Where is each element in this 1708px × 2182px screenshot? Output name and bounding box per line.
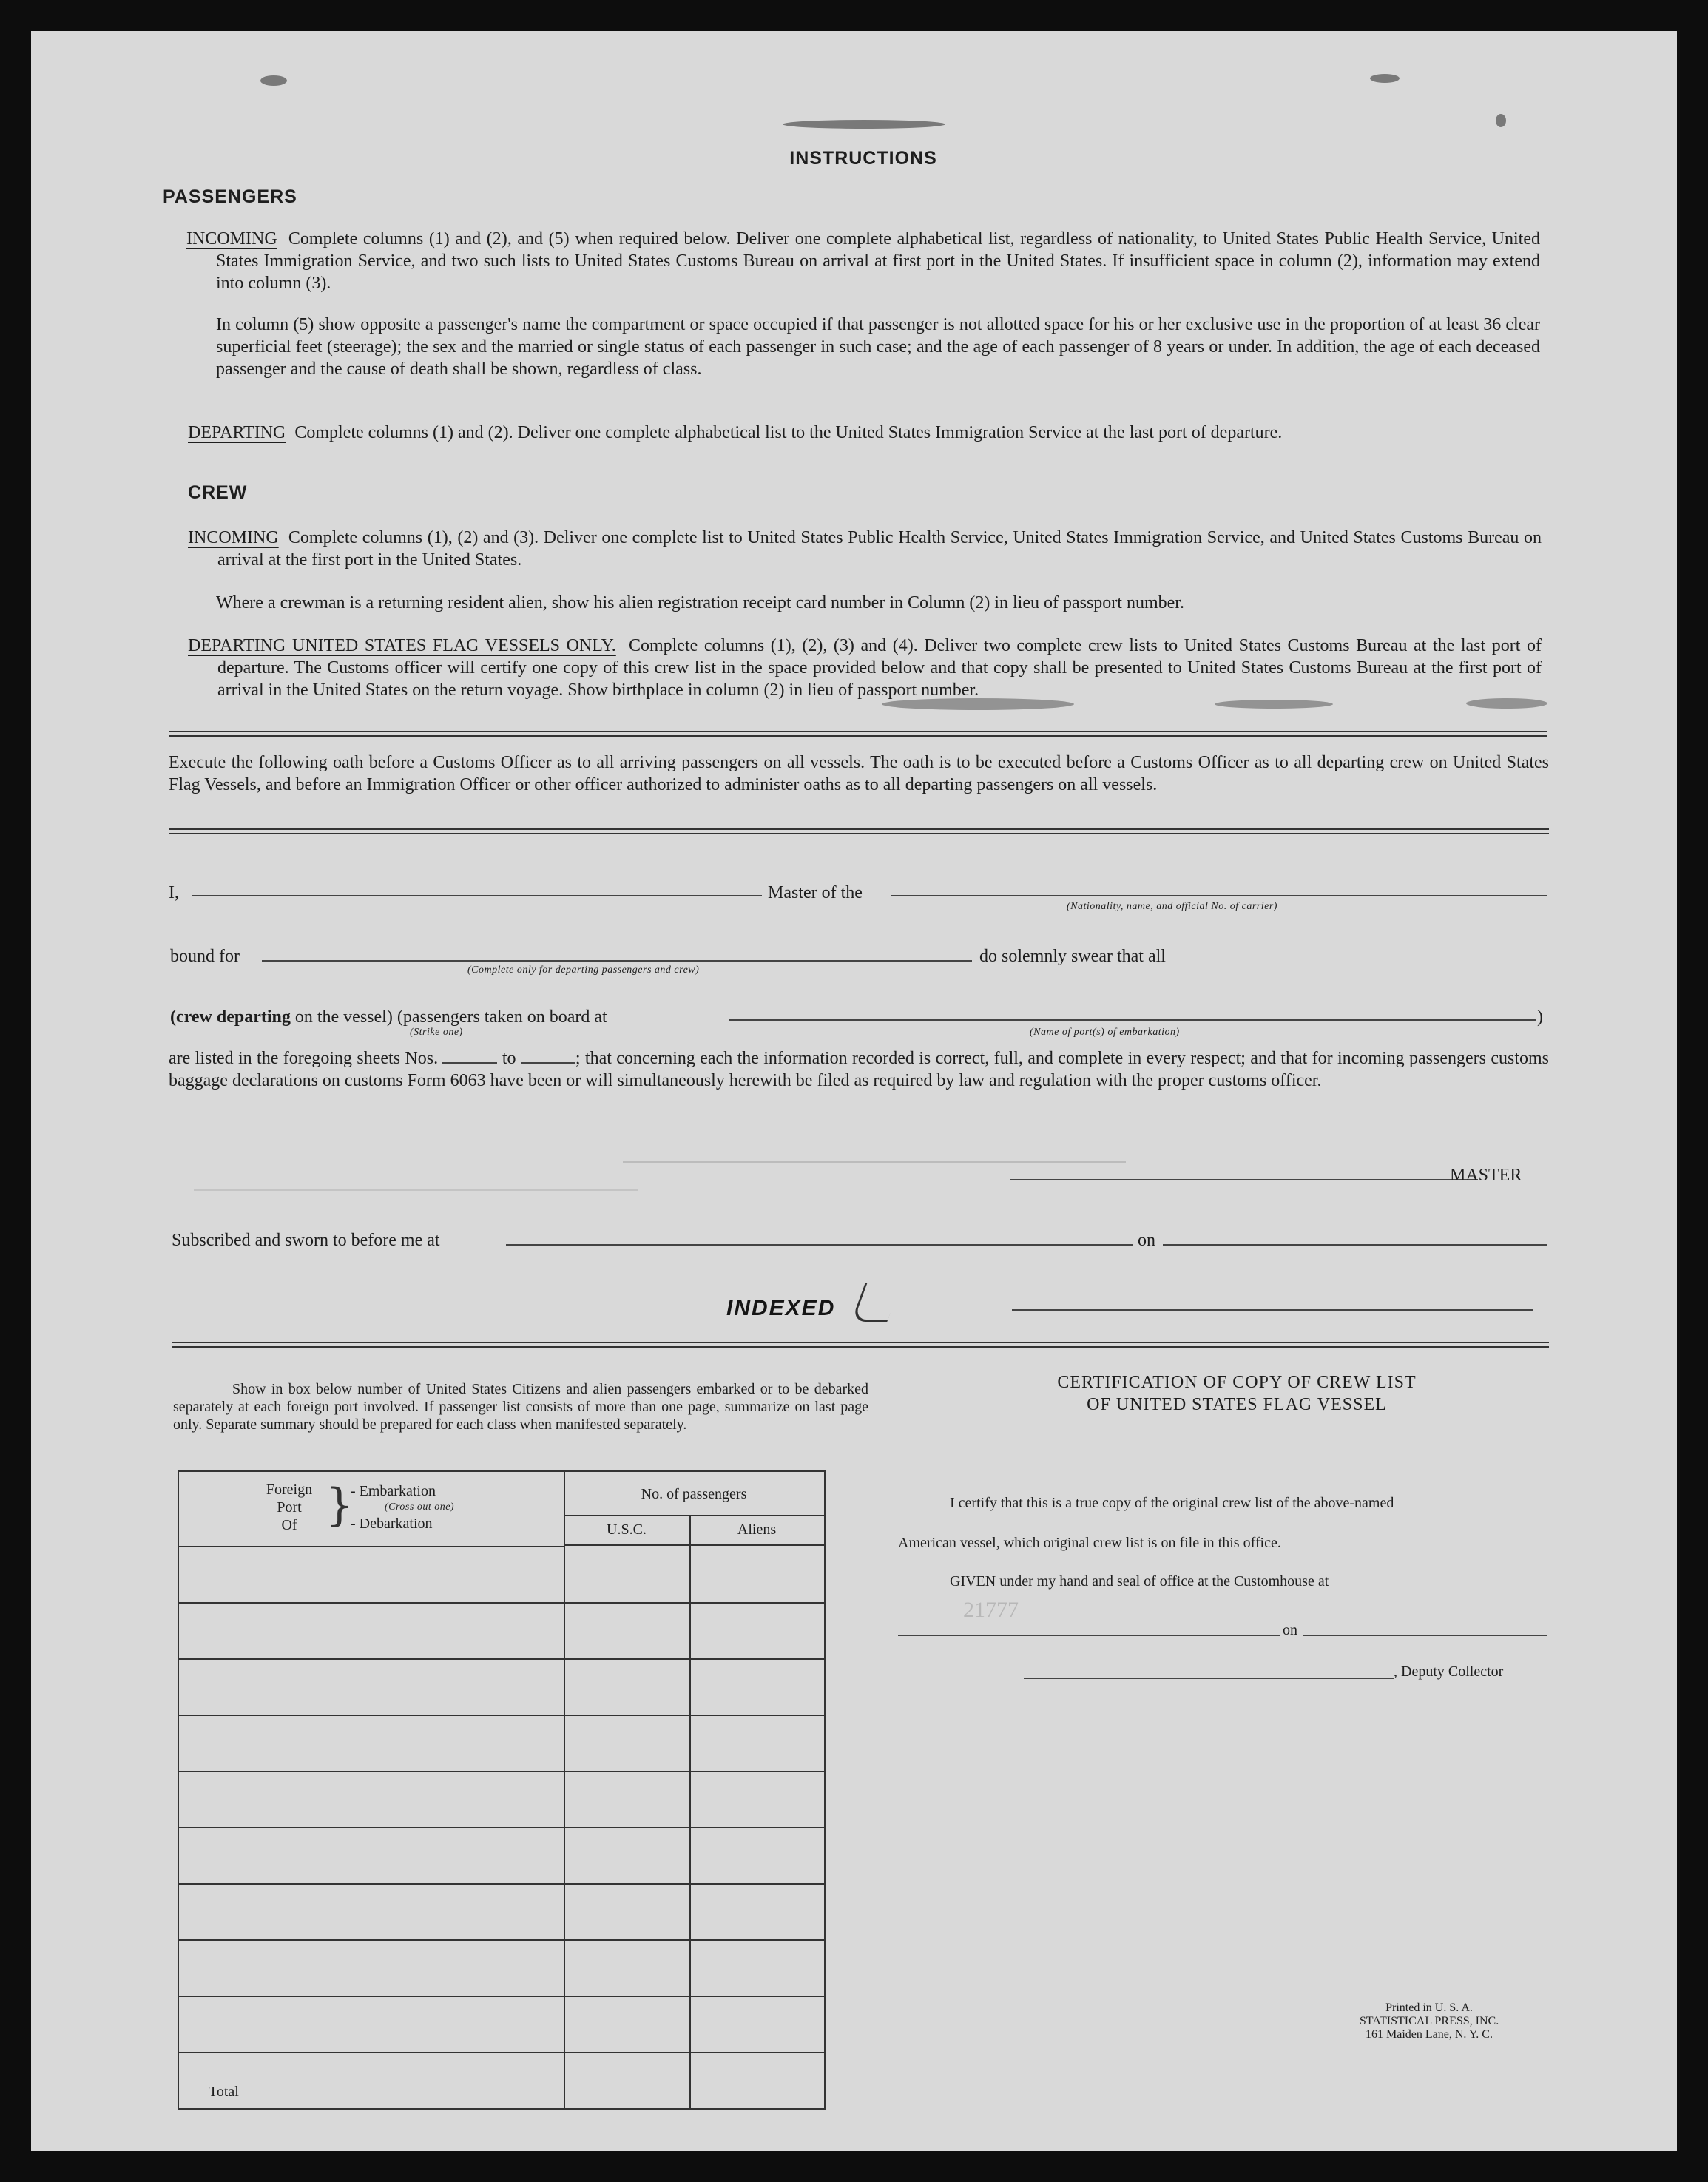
passengers-taken: (passengers taken on board at — [396, 1007, 607, 1027]
incoming-label: INCOMING — [186, 229, 277, 249]
summary-instructions: Show in box below number of United States Citizens and alien passengers embarked or to be debarked separately at each foreign port involved. If passenger list consists of more than one page, summarize on last page only. Separate summary should be prepared for each class when manifested separately. — [173, 1381, 868, 1433]
crew-incoming-text: Complete columns (1), (2) and (3). Deliver one complete list to United States Public Health Service, United States Immigration Service, and United States Customs Bureau on arrival at the first port in the United States. — [217, 528, 1542, 570]
total-label: Total — [209, 2084, 239, 2100]
crew-departing-bold: (crew departing — [170, 1007, 291, 1027]
close-paren: ) — [1537, 1007, 1543, 1027]
certify-line-2: American vessel, which original crew list is on file in this office. — [898, 1535, 1281, 1551]
table-row-line — [179, 1602, 824, 1604]
ink-smudge — [1496, 114, 1506, 127]
crew-passenger-line — [170, 1006, 607, 1028]
oath-intro: Execute the following oath before a Customs Officer as to all arriving passengers on all vessels. The oath is to be executed before a Customs Officer as to all departing crew on United States Flag Vessels, and before an Immigration Officer or other officer authorized to administer oaths as to all departing passengers on all vessels. — [169, 753, 1549, 794]
embarkation-port-field[interactable] — [729, 1019, 1536, 1021]
sworn-on-label: on — [1138, 1231, 1155, 1250]
master-label: MASTER — [1450, 1166, 1522, 1185]
officer-signature-field[interactable] — [1012, 1309, 1533, 1311]
bound-for-caption: (Complete only for departing passengers and crew) — [467, 965, 700, 976]
passengers-incoming-paragraph — [186, 228, 1540, 294]
bleed-through-marks — [623, 1161, 1126, 1163]
printer-line-2: STATISTICAL PRESS, INC. — [1359, 2015, 1499, 2027]
certify-line-1: I certify that this is a true copy of the original crew list of the above-named — [950, 1495, 1394, 1511]
initials-mark — [851, 1283, 901, 1322]
printer-line-1: Printed in U. S. A. — [1385, 2002, 1473, 2014]
table-row-line — [179, 1883, 824, 1885]
ink-smudge — [1370, 74, 1400, 83]
customhouse-field[interactable] — [898, 1635, 1280, 1636]
table-row-line — [179, 1771, 824, 1772]
instructions-title: INSTRUCTIONS — [789, 148, 937, 169]
section-divider — [169, 735, 1547, 737]
table-row-line — [179, 2052, 824, 2053]
table-row-line — [179, 1827, 824, 1828]
on-the-vessel: on the vessel) — [294, 1007, 393, 1027]
indexed-stamp: INDEXED — [726, 1296, 836, 1320]
departing-text: Complete columns (1) and (2). Deliver one complete alphabetical list to the United States Immigration Service at the last port of departure. — [294, 423, 1283, 442]
ink-smudge — [260, 75, 287, 86]
listed-prefix: are listed in the foregoing sheets Nos. — [169, 1049, 439, 1068]
port-label: Port — [277, 1499, 302, 1516]
crew-incoming-label: INCOMING — [188, 528, 279, 547]
sworn-date-field[interactable] — [1163, 1244, 1547, 1246]
certification-title-2: OF UNITED STATES FLAG VESSEL — [1087, 1395, 1387, 1414]
ink-smudge — [1466, 698, 1547, 709]
brace-icon: } — [325, 1479, 354, 1531]
certification-title-1: CERTIFICATION OF COPY OF CREW LIST — [1057, 1373, 1417, 1392]
port-caption: (Name of port(s) of embarkation) — [1030, 1027, 1180, 1038]
passengers-departing-paragraph — [188, 422, 1540, 444]
swear-text: do solemnly swear that all — [979, 947, 1166, 966]
table-row-line — [179, 1996, 824, 1997]
listed-suffix: ; that concerning each the information recorded is correct, full, and complete in every respect; and that for incoming passengers customs baggage declarations on customs Form 6063 have been or will simultaneously herewith be filed as required by law and regulation with the proper customs officer. — [169, 1049, 1550, 1090]
table-row-line — [179, 1939, 824, 1941]
table-row-line — [179, 1658, 824, 1660]
bleed-through-marks — [194, 1189, 638, 1191]
cross-out-caption: (Cross out one) — [385, 1502, 455, 1513]
section-divider — [172, 1346, 1549, 1348]
usc-label: U.S.C. — [607, 1521, 647, 1538]
column5-paragraph: In column (5) show opposite a passenger's name the compartment or space occupied if that passenger is not allotted space for his or her exclusive use in the proportion of at least 36 clear superficial feet (steerage); the sex and the married or single status of each passenger in such case; and the age of each passenger of 8 years or under. In addition, the age of each deceased passenger and the cause of death shall be shown, regardless of class. — [216, 315, 1540, 379]
bound-for-field[interactable] — [262, 960, 972, 962]
form-page — [31, 31, 1677, 2151]
deputy-collector-label: , Deputy Collector — [1394, 1663, 1504, 1680]
sheet-to-field[interactable] — [521, 1047, 575, 1064]
crewman-paragraph: Where a crewman is a returning resident alien, show his alien registration receipt card number in Column (2) in lieu of passport number. — [216, 593, 1184, 612]
cert-on-label: on — [1283, 1622, 1297, 1638]
listed-paragraph — [169, 1047, 1549, 1092]
crew-departing-label: DEPARTING UNITED STATES FLAG VESSELS ONLY. — [188, 636, 616, 655]
carrier-field[interactable] — [891, 895, 1547, 896]
master-signature-field[interactable] — [1010, 1179, 1478, 1180]
master-of-the-label: Master of the — [768, 883, 863, 902]
printer-line-3: 161 Maiden Lane, N. Y. C. — [1366, 2028, 1493, 2041]
sheet-from-field[interactable] — [442, 1047, 497, 1064]
crew-incoming-paragraph — [188, 527, 1542, 571]
foreign-port-of-label — [256, 1481, 323, 1534]
section-divider — [169, 833, 1549, 834]
table-row-line — [179, 1715, 824, 1716]
ink-smudge — [1215, 700, 1333, 709]
passenger-summary-table — [178, 1470, 826, 2110]
oath-i-label: I, — [169, 883, 179, 902]
foreign-label: Foreign — [266, 1482, 313, 1498]
subscribed-label: Subscribed and sworn to before me at — [172, 1231, 440, 1250]
ink-smudge — [882, 698, 1074, 710]
passengers-heading: PASSENGERS — [163, 186, 297, 207]
column-divider — [564, 1472, 565, 2108]
deputy-signature-field[interactable] — [1024, 1678, 1394, 1679]
column-divider — [689, 1515, 691, 2108]
section-divider — [172, 1342, 1549, 1343]
section-divider — [169, 731, 1547, 732]
strike-one-caption: (Strike one) — [410, 1027, 463, 1038]
bleed-through-number: 21777 — [963, 1598, 1019, 1622]
sworn-at-field[interactable] — [506, 1244, 1133, 1246]
carrier-caption: (Nationality, name, and official No. of carrier) — [1067, 901, 1277, 912]
incoming-text: Complete columns (1) and (2), and (5) when required below. Deliver one complete alphabetical list, regardless of nationality, to United States Public Health Service, United States Immigration Service, and two such lists to United States Customs Bureau on arrival at first port in the United States. If insufficient space in column (2), information may extend into column (3). — [216, 229, 1540, 293]
of-label: Of — [281, 1517, 297, 1533]
master-name-field[interactable] — [192, 895, 762, 896]
crew-departing-paragraph — [188, 635, 1542, 701]
debarkation-label: - Debarkation — [351, 1516, 433, 1532]
printer-imprint — [1318, 2002, 1540, 2041]
crew-departing-text: Complete columns (1), (2), (3) and (4). Deliver two complete crew lists to United States Customs Bureau at the last port of departure. The Customs officer will certify one copy of this crew list in the space provided below and that copy shall be presented to United States Customs Bureau at the first port of arrival in the United States on the return voyage. Show birthplace in column (2) in lieu of passport number. — [217, 636, 1542, 700]
embarkation-label: - Embarkation — [351, 1483, 436, 1499]
cert-date-field[interactable] — [1303, 1635, 1547, 1636]
no-of-passengers-label: No. of passengers — [641, 1486, 747, 1502]
ink-smudge — [783, 120, 945, 129]
departing-label: DEPARTING — [188, 423, 286, 442]
given-line: GIVEN under my hand and seal of office at the Customhouse at — [950, 1573, 1329, 1590]
aliens-label: Aliens — [737, 1521, 777, 1538]
section-divider — [169, 828, 1549, 830]
crew-heading: CREW — [188, 482, 248, 503]
bound-for-label: bound for — [170, 947, 240, 966]
to-label: to — [502, 1049, 516, 1068]
